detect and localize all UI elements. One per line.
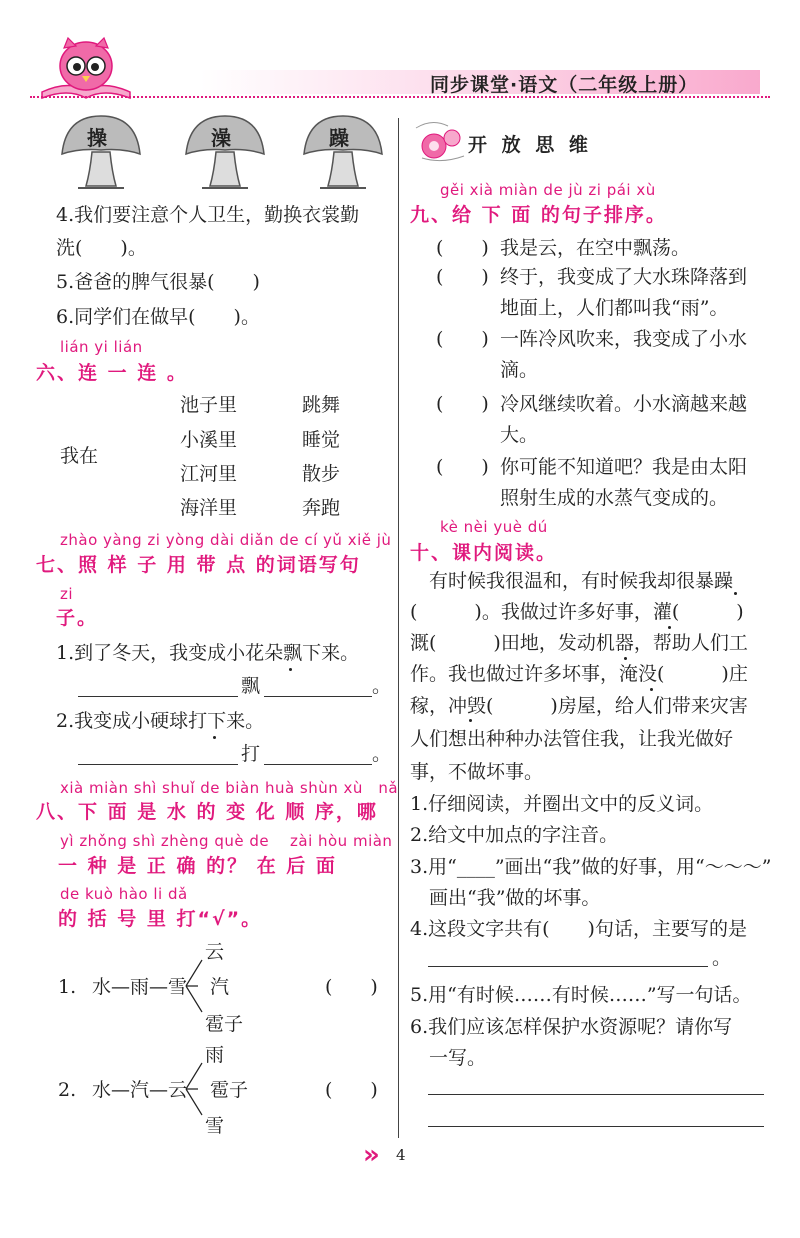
branch-lines (184, 1053, 214, 1123)
s7-title2: 子。 (56, 607, 99, 629)
s8-title-3: 的 括 号 里 打“√”。 (58, 908, 263, 930)
column-divider (398, 118, 399, 1138)
question-4: 4.这段文字共有( )句话，主要写的是 (410, 918, 747, 940)
s8-title-1: 八、下 面 是 水 的 变 化 顺 序，哪 (36, 801, 378, 823)
emphasis-dot (650, 688, 653, 691)
mushroom-2 (180, 112, 270, 192)
answer-line[interactable] (264, 696, 372, 697)
question-1: 1.仔细阅读，并圈出文中的反义词。 (410, 793, 714, 815)
mushroom-char-2: 澡 (211, 126, 231, 150)
period-1: 。 (372, 675, 392, 697)
page-number: 4 (396, 1146, 406, 1164)
s9-pinyin: gěi xià miàn de jù zi pái xù (440, 181, 656, 199)
s8-pinyin-1: xià miàn shì shuǐ de biàn huà shùn xù nǎ (60, 779, 399, 797)
emphasis-dot (668, 626, 671, 629)
s9-item-1-paren[interactable]: ( ) (436, 237, 489, 259)
mushroom-char-3: 躁 (329, 126, 349, 150)
s6-place-3: 江河里 (180, 463, 238, 485)
owl-book-logo-icon (38, 36, 134, 102)
s7-example-1: 1.到了冬天，我变成小花朵飘下来。 (56, 642, 360, 664)
seq2-bottom: 雪 (205, 1115, 225, 1137)
answer-line[interactable] (428, 1094, 764, 1095)
question-2: 2.给文中加点的字注音。 (410, 824, 619, 846)
emphasis-dot (734, 592, 737, 595)
passage-line-3: 溉( )田地，发动机器，帮助人们工 (410, 632, 748, 654)
seq2-mid: 雹子 (210, 1079, 249, 1101)
answer-line[interactable] (428, 1126, 764, 1127)
s9-item-4-line1: 冷风继续吹着。小水滴越来越 (500, 393, 748, 415)
q5-text: 5.爸爸的脾气很暴( ) (56, 271, 260, 293)
passage-line-6: 人们想出种种办法管住我，让我光做好 (410, 728, 734, 750)
emphasis-dot (469, 719, 472, 722)
seq1-bottom: 雹子 (205, 1013, 244, 1035)
s6-place-1: 池子里 (180, 394, 238, 416)
seq1-number: 1. (58, 976, 77, 998)
period-2: 。 (372, 743, 392, 765)
mushroom-char-1: 操 (87, 126, 107, 150)
s9-item-5-line1: 你可能不知道吧？我是由太阳 (500, 456, 748, 478)
seq1-answer-paren[interactable]: ( ) (325, 976, 378, 998)
emphasis-dot (213, 736, 216, 739)
mushroom-1 (56, 112, 146, 192)
seq2-top: 雨 (205, 1044, 225, 1066)
period-3: 。 (712, 947, 732, 969)
s7-pinyin: zhào yàng zi yòng dài diǎn de cí yǔ xiě jù (60, 531, 392, 549)
s8-pinyin-2b: zài hòu miàn (290, 832, 393, 850)
s10-title: 十、课内阅读。 (410, 542, 558, 564)
q6-text: 6.同学们在做早( )。 (56, 306, 260, 328)
s6-title: 六、连 一 连 。 (36, 362, 188, 384)
s7-example-2-word: 打 (241, 743, 261, 765)
header-dotted-rule (30, 96, 770, 98)
passage-line-1: 有时候我很温和，有时候我却很暴躁 (410, 570, 734, 592)
s9-item-4-line2: 大。 (500, 424, 539, 446)
question-3-cont: 画出“我”做的坏事。 (410, 887, 601, 909)
s6-place-4: 海洋里 (180, 497, 238, 519)
s7-title: 七、照 样 子 用 带 点 的词语写句 (36, 554, 361, 576)
passage-line-5: 稼，冲毁( )房屋，给人们带来灾害 (410, 695, 748, 717)
s9-item-3-paren[interactable]: ( ) (436, 328, 489, 350)
question-3: 3.用“____”画出“我”做的好事，用“～～～” (410, 856, 772, 878)
s9-item-1-line1: 我是云，在空中飘荡。 (500, 237, 691, 259)
s9-title: 九、给 下 面 的句子排序。 (410, 204, 667, 226)
section-banner: 开 放 思 维 (468, 134, 592, 156)
seq1-mid: 汽 (210, 976, 230, 998)
s8-title-2: 一 种 是 正 确 的？ 在 后 面 (58, 855, 337, 877)
s9-item-2-line2: 地面上，人们都叫我“雨”。 (500, 297, 729, 319)
seq2-chain: 水—汽—云 (92, 1079, 188, 1101)
q4-line2: 洗( )。 (56, 237, 147, 259)
footer-arrow-icon: » (363, 1140, 380, 1170)
answer-line[interactable] (78, 764, 238, 765)
s9-item-3-line1: 一阵冷风吹来，我变成了小水 (500, 328, 748, 350)
s8-pinyin-2a: yì zhǒng shì zhèng què de (60, 832, 270, 850)
s6-action-1: 跳舞 (302, 394, 341, 416)
s9-item-3-line2: 滴。 (500, 359, 539, 381)
seq2-number: 2. (58, 1079, 77, 1101)
s10-pinyin: kè nèi yuè dú (440, 518, 548, 536)
s9-item-2-line1: 终于，我变成了大水珠降落到 (500, 266, 748, 288)
passage-line-4: 作。我也做过许多坏事，淹没( )庄 (410, 663, 748, 685)
s9-item-5-line2: 照射生成的水蒸气变成的。 (500, 487, 729, 509)
header-title: 同步课堂·语文（二年级上册） (430, 74, 699, 96)
passage-line-7: 事，不做坏事。 (410, 761, 544, 783)
s7-example-2: 2.我变成小硬球打下来。 (56, 710, 265, 732)
question-5: 5.用“有时候……有时候……”写一句话。 (410, 984, 752, 1006)
answer-line[interactable] (428, 966, 708, 967)
question-6: 6.我们应该怎样保护水资源呢？请你写 (410, 1016, 733, 1038)
flower-icon (412, 118, 474, 166)
s9-item-4-paren[interactable]: ( ) (436, 393, 489, 415)
answer-line[interactable] (264, 764, 372, 765)
s9-item-5-paren[interactable]: ( ) (436, 456, 489, 478)
s6-pinyin: lián yi lián (60, 338, 143, 356)
s7-example-1-word: 飘 (241, 675, 261, 697)
emphasis-dot (624, 657, 627, 660)
s6-action-2: 睡觉 (302, 429, 341, 451)
s9-item-2-paren[interactable]: ( ) (436, 266, 489, 288)
q4-line1: 4.我们要注意个人卫生，勤换衣裳勤 (56, 204, 360, 226)
passage-line-2: ( )。我做过许多好事，灌( ) (410, 601, 744, 623)
seq2-answer-paren[interactable]: ( ) (325, 1079, 378, 1101)
question-6-cont: 一写。 (410, 1047, 487, 1069)
s6-subject: 我在 (60, 445, 99, 467)
s6-action-3: 散步 (302, 463, 341, 485)
s7-pinyin2: zi (60, 585, 74, 603)
mushroom-3 (298, 112, 388, 192)
seq1-top: 云 (205, 941, 225, 963)
seq1-chain: 水—雨—雪 (92, 976, 188, 998)
s6-action-4: 奔跑 (302, 497, 341, 519)
emphasis-dot (289, 668, 292, 671)
s8-pinyin-3: de kuò hào li dǎ (60, 885, 188, 903)
branch-lines (184, 950, 214, 1020)
answer-line[interactable] (78, 696, 238, 697)
s6-place-2: 小溪里 (180, 429, 238, 451)
